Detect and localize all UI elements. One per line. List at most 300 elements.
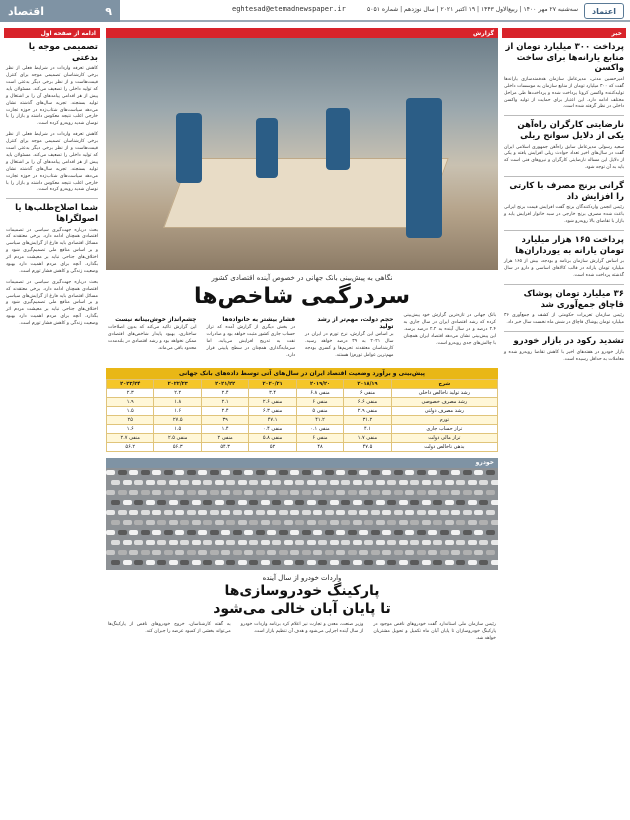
- parked-car: [479, 540, 488, 545]
- parked-car: [290, 510, 299, 515]
- parked-car: [479, 500, 488, 505]
- parked-car: [399, 500, 408, 505]
- parked-car: [267, 490, 276, 495]
- parked-car: [479, 560, 488, 565]
- report-paragraph: در بخش دیگری از گزارش آمده که تراز حساب جاری کشور مثبت خواهد بود و صادرات نفت به تدریج افزایش می‌یابد، اما سرمایه‌گذاری همچنان در سطح پایینی قرار دارد.: [206, 325, 295, 358]
- parked-car: [410, 560, 419, 565]
- news-headline: ۳۶ میلیارد تومان پوشاک قاچاق جمع‌آوری شد: [523, 288, 624, 310]
- parked-car: [295, 540, 304, 545]
- parked-car: [215, 560, 224, 565]
- table-row: [107, 433, 498, 442]
- parked-car: [417, 490, 426, 495]
- parked-car: [486, 530, 495, 535]
- parked-car: [371, 550, 380, 555]
- parked-car: [203, 540, 212, 545]
- parked-car: [221, 490, 230, 495]
- parked-car: [198, 550, 207, 555]
- parked-car: [123, 480, 132, 485]
- parked-car: [118, 510, 127, 515]
- table-cell: منفی ۶: [296, 397, 343, 406]
- parked-car: [364, 520, 373, 525]
- parked-car: [313, 550, 322, 555]
- parked-car: [422, 540, 431, 545]
- divider: [504, 331, 624, 332]
- parked-car: [129, 510, 138, 515]
- parked-car: [445, 480, 454, 485]
- parked-car: [284, 520, 293, 525]
- parked-car: [348, 470, 357, 475]
- auto-text-columns: [106, 622, 498, 647]
- parked-car: [256, 550, 265, 555]
- parked-car: [491, 540, 499, 545]
- car-parking-photo: [106, 468, 498, 570]
- parked-car: [123, 500, 132, 505]
- parked-car: [215, 480, 224, 485]
- parked-car: [169, 540, 178, 545]
- parked-car: [210, 530, 219, 535]
- parked-car: [152, 530, 161, 535]
- parked-car: [371, 510, 380, 515]
- parked-car: [111, 540, 120, 545]
- parked-car: [272, 540, 281, 545]
- parked-car: [249, 480, 258, 485]
- table-header-row: [107, 379, 498, 388]
- parked-car: [325, 550, 334, 555]
- parked-car: [175, 530, 184, 535]
- parked-car: [359, 550, 368, 555]
- table-cell: ۱.۸: [154, 397, 201, 406]
- auto-paragraph: به گفته کارشناسان، خروج خودروهای ناقص از پارکینگ‌ها می‌تواند بخشی از کمبود عرضه را جبران کند.: [107, 621, 231, 634]
- parked-car: [284, 560, 293, 565]
- parked-car: [272, 560, 281, 565]
- parked-car: [491, 520, 499, 525]
- report-section-label: گزارش: [106, 28, 498, 38]
- parked-car: [210, 510, 219, 515]
- parked-car: [405, 510, 414, 515]
- parked-car: [244, 530, 253, 535]
- parked-car: [192, 560, 201, 565]
- center-report-column: [106, 28, 498, 816]
- parked-car: [486, 470, 495, 475]
- parked-car: [267, 470, 276, 475]
- parked-car: [295, 480, 304, 485]
- parked-car: [175, 510, 184, 515]
- parked-car: [376, 560, 385, 565]
- table-cell: ۲.۲: [154, 388, 201, 397]
- report-text-columns: [106, 313, 498, 364]
- table-cell: بدهی ناخالص دولت: [391, 442, 497, 451]
- parked-car: [364, 540, 373, 545]
- parked-car: [440, 470, 449, 475]
- parked-car: [249, 560, 258, 565]
- parked-car: [146, 500, 155, 505]
- parked-car: [226, 480, 235, 485]
- factory-photo: [106, 38, 498, 270]
- parked-car: [244, 490, 253, 495]
- parked-car: [261, 500, 270, 505]
- table-cell: منفی ۵.۸: [249, 433, 296, 442]
- parked-car: [336, 530, 345, 535]
- table-cell: ۵۶.۲: [107, 442, 154, 451]
- parked-car: [210, 550, 219, 555]
- parked-car: [456, 500, 465, 505]
- parked-car: [164, 470, 173, 475]
- parked-car: [445, 560, 454, 565]
- parked-car: [267, 510, 276, 515]
- table-cell: ۵۴.۳: [201, 442, 248, 451]
- table-cell: ۲.۴: [201, 388, 248, 397]
- table-cell: منفی ۶.۶: [344, 397, 391, 406]
- parked-car: [134, 560, 143, 565]
- parked-car: [422, 500, 431, 505]
- table-cell: منفی ۶: [344, 388, 391, 397]
- parked-car: [382, 470, 391, 475]
- parked-car: [364, 500, 373, 505]
- parked-car: [238, 540, 247, 545]
- table-cell: ۲۵: [107, 415, 154, 424]
- parked-car: [106, 490, 115, 495]
- parked-car: [134, 540, 143, 545]
- parked-car: [307, 520, 316, 525]
- parked-car: [244, 510, 253, 515]
- parked-car: [256, 530, 265, 535]
- table-cell: منفی ۶.۸: [296, 388, 343, 397]
- parked-car: [157, 540, 166, 545]
- table-cell: منفی ۰.۴: [249, 424, 296, 433]
- table-cell: رشد تولید ناخالص داخلی: [391, 388, 497, 397]
- parked-car: [479, 480, 488, 485]
- auto-paragraph: رئیس سازمان ملی استاندارد گفت خودروهای ناقص موجود در پارکینگ خودروسازان تا پایان آبان ماه تکمیل و تحویل مشتریان خواهد شد.: [373, 621, 496, 641]
- parked-car: [405, 490, 414, 495]
- table-cell: منفی ۲.۷: [107, 433, 154, 442]
- parked-car: [376, 520, 385, 525]
- parked-car: [399, 560, 408, 565]
- parked-car: [221, 530, 230, 535]
- parked-car: [169, 560, 178, 565]
- parked-car: [382, 490, 391, 495]
- news-headline: نارضایتی کارگران راه‌آهن یکی از دلایل سوانح ریلی: [517, 120, 624, 141]
- parked-car: [336, 490, 345, 495]
- parked-car: [192, 480, 201, 485]
- parked-car: [348, 550, 357, 555]
- parked-car: [399, 480, 408, 485]
- parked-car: [226, 560, 235, 565]
- table-cell: ۳۱.۲: [344, 415, 391, 424]
- parked-car: [244, 470, 253, 475]
- parked-car: [238, 520, 247, 525]
- parked-car: [359, 530, 368, 535]
- parked-car: [295, 520, 304, 525]
- parked-car: [468, 540, 477, 545]
- parked-car: [180, 520, 189, 525]
- parked-car: [238, 500, 247, 505]
- page-number-box: [0, 0, 120, 22]
- parked-car: [399, 540, 408, 545]
- parked-car: [387, 500, 396, 505]
- parked-car: [336, 470, 345, 475]
- parked-car: [111, 560, 120, 565]
- parked-car: [146, 480, 155, 485]
- report-subhead: چشم‌انداز خوش‌بینانه نیست: [115, 316, 197, 323]
- parked-car: [387, 520, 396, 525]
- parked-car: [290, 470, 299, 475]
- worker-figure: [406, 98, 442, 238]
- parked-car: [267, 530, 276, 535]
- parked-car: [284, 480, 293, 485]
- parked-car: [198, 510, 207, 515]
- parked-car: [123, 560, 132, 565]
- table-cell: ۴۷.۵: [344, 442, 391, 451]
- parked-car: [256, 470, 265, 475]
- parked-car: [238, 480, 247, 485]
- table-header-cell: ۲۰۱۸/۱۹: [344, 379, 391, 388]
- parked-car: [336, 550, 345, 555]
- parked-car: [111, 500, 120, 505]
- table-row: [107, 415, 498, 424]
- parked-car: [387, 540, 396, 545]
- continued-headline: تصمیمی موجه یا بدعتی: [28, 42, 98, 63]
- section-name: اقتصاد: [8, 4, 45, 18]
- report-text-block: [205, 313, 298, 364]
- continued-body: بحث درباره جهت‌گیری سیاسی در تصمیمات اقتصادی همچنان ادامه دارد. برخی معتقدند که مسائل اقتصادی باید فارغ از گرایش‌های سیاسی و بر اساس منافع ملی تصمیم‌گیری شود و اختلاف‌های جناحی نباید بر معیشت مردم اثر بگذارد. آنچه برای مردم اهمیت دارد بهبود وضعیت زندگی و کاهش فشار تورم است.: [6, 227, 98, 274]
- report-kicker: نگاهی به پیش‌بینی بانک جهانی در خصوص آینده اقتصادی کشور: [211, 274, 393, 282]
- parked-car: [123, 540, 132, 545]
- parked-car: [215, 500, 224, 505]
- parked-car: [180, 560, 189, 565]
- parked-car: [187, 530, 196, 535]
- parked-car: [146, 540, 155, 545]
- parked-car: [422, 560, 431, 565]
- parked-car: [348, 510, 357, 515]
- parked-car: [267, 550, 276, 555]
- parked-car: [330, 520, 339, 525]
- parked-car: [410, 480, 419, 485]
- parked-car: [341, 500, 350, 505]
- parked-car: [141, 470, 150, 475]
- parked-car: [146, 560, 155, 565]
- parked-car: [157, 500, 166, 505]
- table-cell: تورم: [391, 415, 497, 424]
- table-header-cell: ۲۰۱۹/۲۰: [296, 379, 343, 388]
- parked-car: [405, 470, 414, 475]
- parked-car: [249, 520, 258, 525]
- parked-car: [187, 490, 196, 495]
- parked-car: [157, 520, 166, 525]
- parked-car: [203, 480, 212, 485]
- parked-car: [118, 550, 127, 555]
- table-cell: منفی ۶: [296, 433, 343, 442]
- divider: [504, 176, 624, 177]
- worker-figure: [256, 118, 278, 178]
- worldbank-table: [106, 379, 498, 452]
- parked-car: [146, 520, 155, 525]
- parked-car: [394, 550, 403, 555]
- parked-car: [463, 470, 472, 475]
- contact-email[interactable]: eghtesad@etemadnewspaper.ir: [232, 5, 346, 13]
- parked-car: [290, 530, 299, 535]
- parked-car: [272, 500, 281, 505]
- parked-car: [353, 480, 362, 485]
- parked-car: [474, 550, 483, 555]
- parked-car: [359, 510, 368, 515]
- parked-car: [428, 530, 437, 535]
- parked-car: [169, 480, 178, 485]
- parked-car: [284, 500, 293, 505]
- table-cell: ۵۲: [249, 442, 296, 451]
- parked-car: [279, 510, 288, 515]
- parked-car: [302, 530, 311, 535]
- parked-car: [164, 530, 173, 535]
- divider: [504, 284, 624, 285]
- parked-car: [468, 560, 477, 565]
- parked-car: [348, 530, 357, 535]
- parked-car: [284, 540, 293, 545]
- parked-car: [440, 530, 449, 535]
- table-cell: ۴۸: [296, 442, 343, 451]
- parked-car: [198, 490, 207, 495]
- parked-car: [486, 490, 495, 495]
- parked-car: [129, 470, 138, 475]
- table-header-cell: ۲۰۲۰/۲۱: [249, 379, 296, 388]
- table-cell: ۲۷.۵: [154, 415, 201, 424]
- parked-car: [451, 550, 460, 555]
- parked-car: [215, 540, 224, 545]
- parked-car: [376, 540, 385, 545]
- parked-car: [371, 530, 380, 535]
- table-cell: رشد مصرف خصوصی: [391, 397, 497, 406]
- table-row: [107, 442, 498, 451]
- parked-car: [451, 530, 460, 535]
- divider: [504, 115, 624, 116]
- worldbank-table-block: [106, 368, 498, 452]
- right-section-label: خبر: [502, 28, 626, 38]
- table-cell: ۲.۳: [107, 388, 154, 397]
- auto-title-line1: پارکینگ خودروسازی‌ها: [224, 582, 380, 599]
- auto-paragraph: وزیر صنعت، معدن و تجارت نیز اعلام کرد برنامه واردات خودرو از سال آینده اجرایی می‌شود و هدف آن تنظیم بازار است.: [240, 621, 364, 634]
- table-cell: ۳.۴: [249, 388, 296, 397]
- parked-car: [203, 520, 212, 525]
- auto-kicker: واردات خودرو از سال آینده: [262, 573, 342, 582]
- parked-car: [417, 530, 426, 535]
- table-title: پیش‌بینی و برآورد وضعیت اقتصاد ایران در سال‌های آتی توسط داده‌های بانک جهانی: [106, 368, 498, 379]
- parked-car: [456, 540, 465, 545]
- parked-car: [382, 550, 391, 555]
- parked-car: [456, 520, 465, 525]
- parked-car: [203, 560, 212, 565]
- parked-car: [279, 490, 288, 495]
- page-number: ۹: [105, 4, 112, 18]
- parked-car: [221, 550, 230, 555]
- parked-car: [341, 540, 350, 545]
- table-cell: تراز مالی دولت: [391, 433, 497, 442]
- parked-car: [433, 540, 442, 545]
- parked-car: [428, 490, 437, 495]
- parked-car: [233, 510, 242, 515]
- parked-car: [279, 470, 288, 475]
- worker-figure: [326, 108, 350, 170]
- continued-body: کاهش تعرفه واردات در شرایط فعلی از نظر برخی کارشناسان تصمیمی موجه برای کنترل قیمت‌هاست و از نظر برخی دیگر بدعتی است که تولید داخلی را تضعیف می‌کند. مسئولان باید پیش از هر اقدامی پیامدهای آن را بر اشتغال و تولید بسنجند. تجربه سال‌های گذشته نشان می‌دهد سیاست‌های شتاب‌زده در حوزه تجارت خارجی اغلب نتیجه معکوس داشته و بازار را با نوسان شدید روبه‌رو کرده است.: [6, 132, 98, 193]
- parked-car: [394, 510, 403, 515]
- parked-car: [376, 500, 385, 505]
- parked-car: [210, 490, 219, 495]
- news-headline: گرانی برنج مصرف با کارتی را افزایش داد: [509, 181, 624, 202]
- parked-car: [192, 500, 201, 505]
- parked-car: [261, 540, 270, 545]
- parked-car: [106, 550, 115, 555]
- parked-car: [233, 550, 242, 555]
- table-cell: ۱.۶: [107, 424, 154, 433]
- table-header-cell: ۲۰۲۳/۲۴: [107, 379, 154, 388]
- parked-car: [106, 510, 115, 515]
- parked-car: [463, 510, 472, 515]
- parked-car: [451, 510, 460, 515]
- table-cell: رشد مصرف دولتی: [391, 406, 497, 415]
- parked-car: [463, 550, 472, 555]
- parked-car: [410, 500, 419, 505]
- parked-car: [486, 550, 495, 555]
- table-cell: ۱.۵: [154, 424, 201, 433]
- parked-car: [164, 510, 173, 515]
- parked-car: [302, 470, 311, 475]
- news-body: امیرحسین مدنی، مدیرعامل سازمان هدفمندسازی یارانه‌ها گفت که ۳۰۰ میلیارد تومان از منابع سازمان به موسسات داخلی تولیدکننده واکسن کرونا پرداخت شده و پرداخت‌ها طی مراحل مختلف ادامه دارد. این اعتبار برای حمایت از تولید واکسن داخلی در نظر گرفته شده است.: [504, 76, 624, 110]
- continued-label: ادامه از صفحه اول: [4, 28, 100, 38]
- report-paragraph: این گزارش تاکید می‌کند که بدون اصلاحات ساختاری، بهبود پایدار شاخص‌های اقتصادی ممکن نخواهد بود و رشد اقتصادی در بلندمدت محدود باقی می‌ماند.: [108, 325, 197, 351]
- continued-headline: شما اصلاح‌طلب‌ها یا اصولگراها: [15, 203, 98, 224]
- parked-car: [279, 550, 288, 555]
- continued-body: بحث درباره جهت‌گیری سیاسی در تصمیمات اقتصادی همچنان ادامه دارد. برخی معتقدند که مسائل اقتصادی باید فارغ از گرایش‌های سیاسی و بر اساس منافع ملی تصمیم‌گیری شود و اختلاف‌های جناحی نباید بر معیشت مردم اثر بگذارد. آنچه برای مردم اهمیت دارد بهبود وضعیت زندگی و کاهش فشار تورم است.: [6, 279, 98, 327]
- parked-car: [440, 490, 449, 495]
- parked-car: [129, 490, 138, 495]
- parked-car: [164, 550, 173, 555]
- report-paragraph: بر اساس این گزارش، نرخ تورم در ایران در سال ۲۰۲۱ به ۳۹ درصد خواهد رسید. کارشناسان معتقدند تحریم‌ها و کسری بودجه مهم‌ترین عوامل تورم‌زا هستند.: [305, 332, 394, 358]
- parked-car: [463, 530, 472, 535]
- parked-car: [238, 560, 247, 565]
- parked-car: [198, 470, 207, 475]
- parked-car: [134, 480, 143, 485]
- parked-car: [256, 510, 265, 515]
- parked-car: [417, 550, 426, 555]
- table-cell: منفی ۲.۹: [344, 406, 391, 415]
- parked-car: [491, 560, 499, 565]
- parked-car: [157, 560, 166, 565]
- parked-car: [364, 560, 373, 565]
- parked-car: [180, 540, 189, 545]
- worker-figure: [176, 113, 202, 183]
- parked-car: [318, 540, 327, 545]
- parked-car: [192, 540, 201, 545]
- parked-car: [302, 550, 311, 555]
- parked-car: [261, 560, 270, 565]
- parked-car: [387, 480, 396, 485]
- parked-car: [410, 520, 419, 525]
- parked-car: [376, 480, 385, 485]
- parked-car: [325, 490, 334, 495]
- parked-car: [152, 510, 161, 515]
- parked-car: [353, 520, 362, 525]
- parked-car: [428, 510, 437, 515]
- parked-car: [111, 480, 120, 485]
- parked-car: [417, 470, 426, 475]
- parked-car: [187, 510, 196, 515]
- parked-car: [221, 510, 230, 515]
- parked-car: [433, 520, 442, 525]
- parked-car: [123, 520, 132, 525]
- news-body: بر اساس گزارش سازمان برنامه و بودجه، بیش از ۱۶۵ هزار میلیارد تومان یارانه در قالب کالاهای اساسی و دارو در سال گذشته پرداخت شده است.: [504, 259, 624, 279]
- table-cell: ۳۹: [201, 415, 248, 424]
- table-header-cell: شرح: [391, 379, 497, 388]
- parked-car: [272, 480, 281, 485]
- parked-car: [313, 470, 322, 475]
